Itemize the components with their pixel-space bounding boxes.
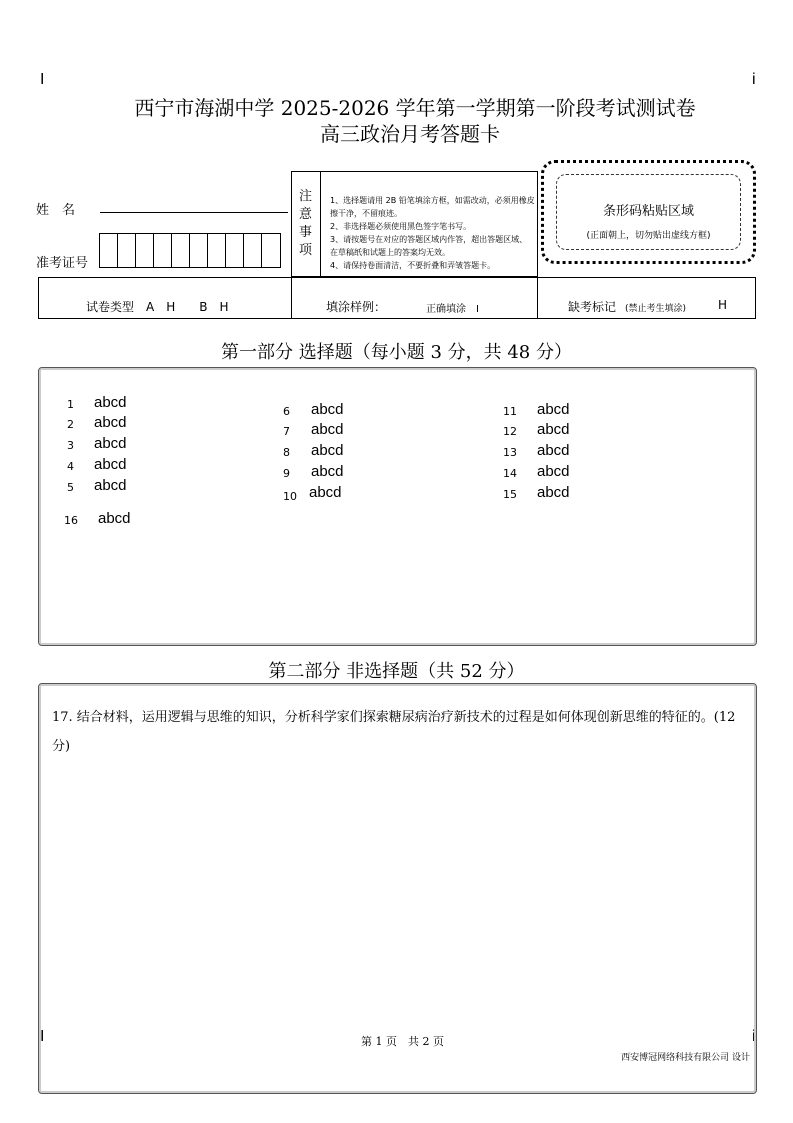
question-number: 10 <box>283 490 297 503</box>
question-options[interactable]: abcd <box>311 421 344 438</box>
part2-title: 第二部分 非选择题（共 52 分） <box>268 661 525 682</box>
notice-heading-char: 项 <box>298 243 312 258</box>
question-number: 2 <box>67 418 74 431</box>
notice-item: 1、选择题请用 2B 铅笔填涂方框，如需改动，必须用橡皮擦干净，不留痕迹。 <box>330 196 535 218</box>
absent-note: (禁止考生填涂) <box>625 304 687 314</box>
info-divider <box>291 277 292 319</box>
fill-example-value: 正确填涂 I <box>426 304 479 315</box>
exam-id-box[interactable] <box>190 234 208 267</box>
exam-id-box[interactable] <box>172 234 190 267</box>
exam-id-box[interactable] <box>100 234 118 267</box>
question-number: 14 <box>503 467 517 480</box>
question-options[interactable]: abcd <box>311 442 344 459</box>
question-number: 7 <box>283 425 290 438</box>
answer-card-title: 高三政治月考答题卡 <box>320 122 500 146</box>
part1-title: 第一部分 选择题（每小题 3 分，共 48 分） <box>221 342 572 363</box>
notice-item: 4、请保持卷面清洁，不要折叠和弄皱答题卡。 <box>330 261 496 270</box>
page-number: 第 1 页 共 2 页 <box>361 1035 444 1048</box>
notice-list <box>330 194 535 272</box>
part1-answer-box <box>38 367 757 646</box>
question-17: 17. 结合材料，运用逻辑与思维的知识，分析科学家们探索糖尿病治疗新技术的过程是如何体现创新思维的特征的。(12 分) <box>52 710 736 754</box>
question-options[interactable]: abcd <box>537 484 570 501</box>
exam-id-label: 准考证号 <box>36 256 89 271</box>
corner-mark-top-right: i <box>752 71 756 88</box>
question-number: 8 <box>283 446 290 459</box>
corner-mark-bottom-left: I <box>40 1028 45 1045</box>
notice-heading-char: 事 <box>298 225 312 240</box>
question-number: 11 <box>503 405 517 418</box>
barcode-note: (正面朝上，切勿贴出虚线方框) <box>586 231 711 241</box>
exam-id-box[interactable] <box>118 234 136 267</box>
question-number: 6 <box>283 405 290 418</box>
question-options[interactable]: abcd <box>537 421 570 438</box>
question-number: 9 <box>283 467 290 480</box>
notice-heading-char: 注 <box>298 189 312 204</box>
question-options[interactable]: abcd <box>537 401 570 418</box>
exam-title: 西宁市海湖中学 2025-2026 学年第一学期第一阶段考试测试卷 <box>134 96 696 120</box>
exam-id-box[interactable] <box>226 234 244 267</box>
question-options[interactable]: abcd <box>94 477 127 494</box>
absent-mark[interactable]: H <box>718 298 728 312</box>
question-options[interactable]: abcd <box>94 435 127 452</box>
question-options[interactable]: abcd <box>311 401 344 418</box>
corner-mark-top-left: I <box>40 71 45 88</box>
question-options[interactable]: abcd <box>311 463 344 480</box>
question-options[interactable]: abcd <box>537 463 570 480</box>
question-number: 12 <box>503 425 517 438</box>
exam-id-boxes[interactable] <box>99 233 281 268</box>
question-number: 15 <box>503 488 517 501</box>
name-label: 姓 名 <box>36 203 76 218</box>
question-options[interactable]: abcd <box>309 484 342 501</box>
notice-item: 3、请按题号在对应的答题区域内作答，超出答题区域、在草稿纸和试题上的答案均无效。 <box>330 235 528 257</box>
question-options[interactable]: abcd <box>537 442 570 459</box>
question-number: 1 <box>67 398 74 411</box>
notice-heading-char: 意 <box>298 207 312 222</box>
question-number: 4 <box>67 460 74 473</box>
exam-id-box[interactable] <box>244 234 262 267</box>
question-options[interactable]: abcd <box>94 394 127 411</box>
exam-id-box[interactable] <box>154 234 172 267</box>
absent-label: 缺考标记 <box>568 300 617 314</box>
designer-credit: 西安博冠网络科技有限公司 设计 <box>621 1053 750 1063</box>
question-options[interactable]: abcd <box>94 414 127 431</box>
fill-example-label: 填涂样例： <box>326 300 387 314</box>
name-field[interactable] <box>100 212 288 213</box>
question-number: 5 <box>67 481 74 494</box>
notice-item: 2、非选择题必须使用黑色签字笔书写。 <box>330 222 472 231</box>
exam-id-box[interactable] <box>262 234 280 267</box>
info-divider <box>537 277 538 319</box>
corner-mark-bottom-right: i <box>752 1028 756 1045</box>
exam-id-box[interactable] <box>136 234 154 267</box>
question-options[interactable]: abcd <box>94 456 127 473</box>
question-number: 13 <box>503 446 517 459</box>
paper-type[interactable]: 试卷类型 A H B H <box>86 300 229 314</box>
question-options[interactable]: abcd <box>98 510 131 527</box>
notice-heading <box>291 171 321 277</box>
exam-id-box[interactable] <box>208 234 226 267</box>
barcode-title: 条形码粘贴区域 <box>602 204 694 219</box>
question-number: 16 <box>64 514 78 527</box>
question-number: 3 <box>67 439 74 452</box>
